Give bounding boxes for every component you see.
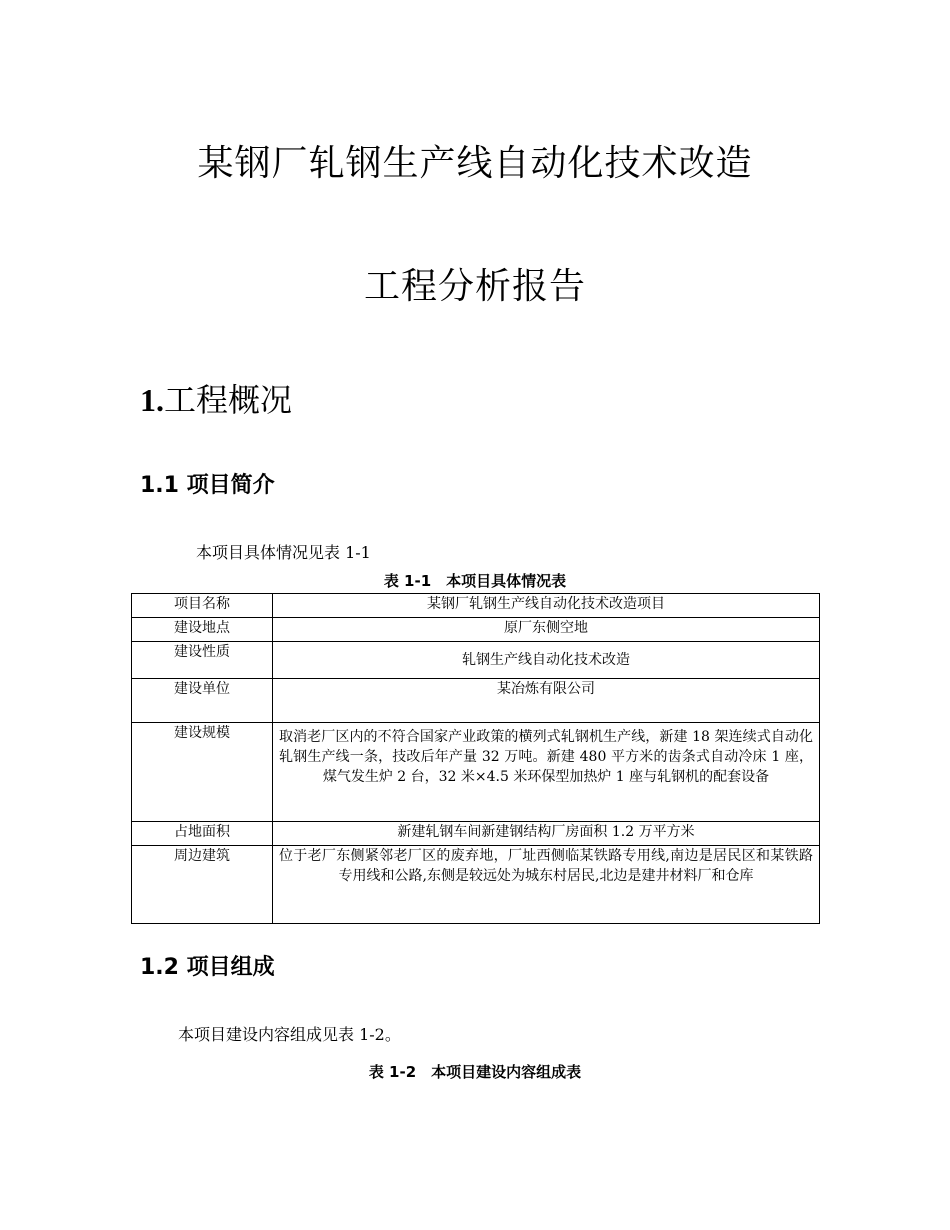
table-row (132, 618, 820, 642)
table-row (132, 594, 820, 618)
row-key: 周边建筑 (132, 846, 273, 924)
row-key: 建设规模 (132, 723, 273, 822)
section-1-1-intro: 本项目具体情况见表 1-1 (196, 543, 371, 562)
table-row (132, 642, 820, 679)
section-1-title: 工程概况 (164, 381, 293, 419)
row-value: 位于老厂东侧紧邻老厂区的废弃地，厂址西侧临某铁路专用线,南边是居民区和某铁路专用线和公路,东侧是较远处为城东村居民,北边是建井材料厂和仓库 (273, 846, 820, 924)
table-1-1-caption: 表 1-1 本项目具体情况表 (383, 572, 567, 590)
row-key: 建设单位 (132, 679, 273, 723)
row-value: 某钢厂轧钢生产线自动化技术改造项目 (273, 594, 820, 618)
table-row (132, 679, 820, 723)
row-value: 原厂东侧空地 (273, 618, 820, 642)
section-1-number: 1. (140, 382, 164, 418)
section-1-1-heading: 1.1 项目简介 (140, 473, 275, 498)
table-row (132, 846, 820, 924)
row-value: 新建轧钢车间新建钢结构厂房面积 1.2 万平方米 (273, 822, 820, 846)
row-key: 建设性质 (132, 642, 273, 679)
row-value: 轧钢生产线自动化技术改造 (273, 642, 820, 679)
table-row (132, 822, 820, 846)
project-info-table (131, 593, 820, 924)
section-1-2-heading: 1.2 项目组成 (140, 955, 275, 980)
table-1-2-caption: 表 1-2 本项目建设内容组成表 (368, 1063, 582, 1081)
section-1-2-intro: 本项目建设内容组成见表 1-2。 (178, 1025, 401, 1044)
section-1-heading (140, 375, 292, 421)
report-title-line-1: 某钢厂轧钢生产线自动化技术改造 (197, 143, 753, 184)
row-key: 项目名称 (132, 594, 273, 618)
table-row (132, 723, 820, 822)
row-value: 某冶炼有限公司 (273, 679, 820, 723)
row-key: 占地面积 (132, 822, 273, 846)
report-title-line-2: 工程分析报告 (363, 266, 586, 307)
row-value: 取消老厂区内的不符合国家产业政策的横列式轧钢机生产线，新建 18 架连续式自动化轧钢生产线一条，技改后年产量 32 万吨。新建 480 平方米的齿条式自动冷床 1 座，煤气发生炉 2 台，32 米×4.5 米环保型加热炉 1 座与轧钢机的配套设备 (273, 723, 820, 822)
row-key: 建设地点 (132, 618, 273, 642)
